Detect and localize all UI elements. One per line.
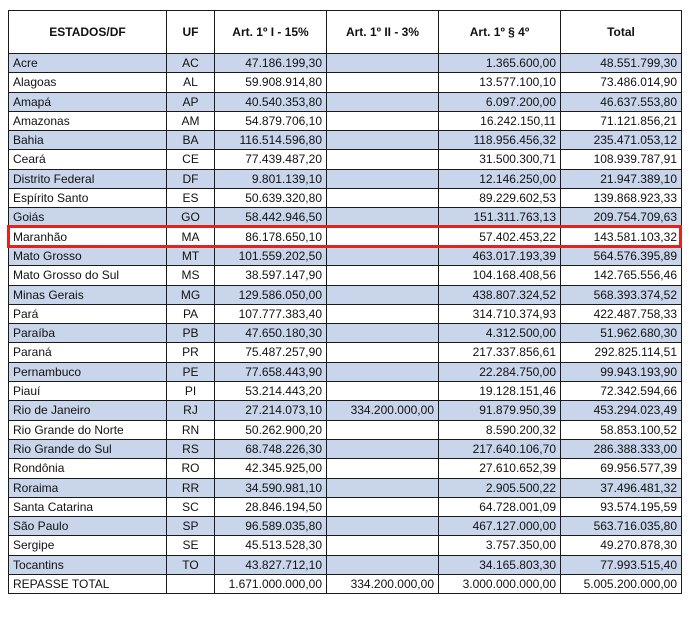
table-row bbox=[9, 478, 682, 497]
state-name: Rio de Janeiro bbox=[9, 401, 167, 420]
total-value: 37.496.481,32 bbox=[561, 478, 682, 497]
art1-ii-value bbox=[327, 227, 439, 246]
uf-code: RR bbox=[167, 478, 215, 497]
state-name: Espírito Santo bbox=[9, 189, 167, 208]
state-name: Tocantins bbox=[9, 555, 167, 574]
total-value: 108.939.787,91 bbox=[561, 150, 682, 169]
uf-code: SC bbox=[167, 497, 215, 516]
table-row bbox=[9, 420, 682, 439]
uf-code: AM bbox=[167, 111, 215, 130]
art1-i-value: 50.262.900,20 bbox=[215, 420, 327, 439]
table-row bbox=[9, 92, 682, 111]
table-row bbox=[9, 246, 682, 265]
state-name: Acre bbox=[9, 54, 167, 73]
table-row bbox=[9, 131, 682, 150]
art1-par4-value: 34.165.803,30 bbox=[439, 555, 561, 574]
table-row bbox=[9, 54, 682, 73]
table-row bbox=[9, 304, 682, 323]
total-art1-ii: 334.200.000,00 bbox=[327, 575, 439, 594]
uf-code: AC bbox=[167, 54, 215, 73]
state-name: Santa Catarina bbox=[9, 497, 167, 516]
total-value: 48.551.799,30 bbox=[561, 54, 682, 73]
art1-ii-value bbox=[327, 555, 439, 574]
art1-ii-value bbox=[327, 324, 439, 343]
state-name: Mato Grosso do Sul bbox=[9, 266, 167, 285]
art1-ii-value bbox=[327, 285, 439, 304]
table-row bbox=[9, 459, 682, 478]
total-value: 292.825.114,51 bbox=[561, 343, 682, 362]
uf-code: RJ bbox=[167, 401, 215, 420]
uf-code: SE bbox=[167, 536, 215, 555]
art1-ii-value bbox=[327, 111, 439, 130]
art1-ii-value bbox=[327, 131, 439, 150]
state-name: Pará bbox=[9, 304, 167, 323]
art1-ii-value bbox=[327, 54, 439, 73]
header-art1-par4: Art. 1º § 4º bbox=[439, 11, 561, 54]
state-name: Minas Gerais bbox=[9, 285, 167, 304]
uf-code: GO bbox=[167, 208, 215, 227]
art1-i-value: 28.846.194,50 bbox=[215, 497, 327, 516]
art1-ii-value bbox=[327, 189, 439, 208]
state-name: Rio Grande do Norte bbox=[9, 420, 167, 439]
state-name: Maranhão bbox=[9, 227, 167, 246]
art1-i-value: 45.513.528,30 bbox=[215, 536, 327, 555]
art1-par4-value: 438.807.324,52 bbox=[439, 285, 561, 304]
art1-ii-value bbox=[327, 169, 439, 188]
uf-code: MG bbox=[167, 285, 215, 304]
table-container bbox=[8, 10, 681, 620]
table-row bbox=[9, 555, 682, 574]
state-name: Distrito Federal bbox=[9, 169, 167, 188]
art1-par4-value: 3.757.350,00 bbox=[439, 536, 561, 555]
art1-ii-value bbox=[327, 478, 439, 497]
total-value: 77.993.515,40 bbox=[561, 555, 682, 574]
art1-i-value: 77.658.443,90 bbox=[215, 362, 327, 381]
table-row bbox=[9, 111, 682, 130]
art1-i-value: 9.801.139,10 bbox=[215, 169, 327, 188]
state-name: Piauí bbox=[9, 382, 167, 401]
art1-par4-value: 217.640.106,70 bbox=[439, 439, 561, 458]
uf-code: PA bbox=[167, 304, 215, 323]
table-row bbox=[9, 362, 682, 381]
art1-i-value: 59.908.914,80 bbox=[215, 73, 327, 92]
art1-i-value: 96.589.035,80 bbox=[215, 517, 327, 536]
uf-code: TO bbox=[167, 555, 215, 574]
total-value: 563.716.035,80 bbox=[561, 517, 682, 536]
art1-ii-value bbox=[327, 92, 439, 111]
uf-code: MS bbox=[167, 266, 215, 285]
state-name: Paraíba bbox=[9, 324, 167, 343]
art1-par4-value: 2.905.500,22 bbox=[439, 478, 561, 497]
art1-ii-value bbox=[327, 266, 439, 285]
total-value: 49.270.878,30 bbox=[561, 536, 682, 555]
art1-par4-value: 118.956.456,32 bbox=[439, 131, 561, 150]
state-name: Amapá bbox=[9, 92, 167, 111]
art1-par4-value: 89.229.602,53 bbox=[439, 189, 561, 208]
state-name: Bahia bbox=[9, 131, 167, 150]
header-art1-i: Art. 1º I - 15% bbox=[215, 11, 327, 54]
total-value: 209.754.709,63 bbox=[561, 208, 682, 227]
art1-i-value: 54.879.706,10 bbox=[215, 111, 327, 130]
art1-ii-value bbox=[327, 304, 439, 323]
art1-i-value: 129.586.050,00 bbox=[215, 285, 327, 304]
uf-code: RO bbox=[167, 459, 215, 478]
table-row bbox=[9, 497, 682, 516]
art1-i-value: 47.650.180,30 bbox=[215, 324, 327, 343]
state-name: Rondônia bbox=[9, 459, 167, 478]
total-value: 93.574.195,59 bbox=[561, 497, 682, 516]
art1-par4-value: 57.402.453,22 bbox=[439, 227, 561, 246]
art1-ii-value bbox=[327, 246, 439, 265]
art1-ii-value bbox=[327, 536, 439, 555]
table-row bbox=[9, 343, 682, 362]
art1-ii-value bbox=[327, 208, 439, 227]
total-art1-i: 1.671.000.000,00 bbox=[215, 575, 327, 594]
uf-code: CE bbox=[167, 150, 215, 169]
total-value: 568.393.374,52 bbox=[561, 285, 682, 304]
art1-par4-value: 19.128.151,46 bbox=[439, 382, 561, 401]
uf-code: MA bbox=[167, 227, 215, 246]
table-row bbox=[9, 382, 682, 401]
art1-i-value: 77.439.487,20 bbox=[215, 150, 327, 169]
total-uf bbox=[167, 575, 215, 594]
total-value: 453.294.023,49 bbox=[561, 401, 682, 420]
total-value: 99.943.193,90 bbox=[561, 362, 682, 381]
art1-i-value: 86.178.650,10 bbox=[215, 227, 327, 246]
art1-par4-value: 12.146.250,00 bbox=[439, 169, 561, 188]
art1-par4-value: 6.097.200,00 bbox=[439, 92, 561, 111]
art1-ii-value: 334.200.000,00 bbox=[327, 401, 439, 420]
uf-code: PE bbox=[167, 362, 215, 381]
header-uf: UF bbox=[167, 11, 215, 54]
art1-par4-value: 13.577.100,10 bbox=[439, 73, 561, 92]
state-name: Pernambuco bbox=[9, 362, 167, 381]
total-value: 143.581.103,32 bbox=[561, 227, 682, 246]
uf-code: PI bbox=[167, 382, 215, 401]
total-value: 564.576.395,89 bbox=[561, 246, 682, 265]
total-value: 69.956.577,39 bbox=[561, 459, 682, 478]
table-row bbox=[9, 517, 682, 536]
table-row bbox=[9, 189, 682, 208]
uf-code: PB bbox=[167, 324, 215, 343]
art1-ii-value bbox=[327, 150, 439, 169]
art1-i-value: 42.345.925,00 bbox=[215, 459, 327, 478]
art1-ii-value bbox=[327, 382, 439, 401]
art1-par4-value: 467.127.000,00 bbox=[439, 517, 561, 536]
art1-par4-value: 151.311.763,13 bbox=[439, 208, 561, 227]
total-value: 71.121.856,21 bbox=[561, 111, 682, 130]
art1-i-value: 58.442.946,50 bbox=[215, 208, 327, 227]
art1-i-value: 27.214.073,10 bbox=[215, 401, 327, 420]
art1-par4-value: 4.312.500,00 bbox=[439, 324, 561, 343]
total-sum: 5.005.200.000,00 bbox=[561, 575, 682, 594]
total-value: 286.388.333,00 bbox=[561, 439, 682, 458]
art1-ii-value bbox=[327, 420, 439, 439]
art1-par4-value: 27.610.652,39 bbox=[439, 459, 561, 478]
uf-code: RS bbox=[167, 439, 215, 458]
state-name: Sergipe bbox=[9, 536, 167, 555]
state-name: Paraná bbox=[9, 343, 167, 362]
art1-i-value: 101.559.202,50 bbox=[215, 246, 327, 265]
art1-i-value: 40.540.353,80 bbox=[215, 92, 327, 111]
art1-par4-value: 314.710.374,93 bbox=[439, 304, 561, 323]
art1-ii-value bbox=[327, 362, 439, 381]
uf-code: AL bbox=[167, 73, 215, 92]
art1-i-value: 50.639.320,80 bbox=[215, 189, 327, 208]
art1-ii-value bbox=[327, 459, 439, 478]
total-value: 72.342.594,66 bbox=[561, 382, 682, 401]
art1-par4-value: 22.284.750,00 bbox=[439, 362, 561, 381]
art1-par4-value: 64.728.001,09 bbox=[439, 497, 561, 516]
header-states: ESTADOS/DF bbox=[9, 11, 167, 54]
table-row bbox=[9, 324, 682, 343]
uf-code: PR bbox=[167, 343, 215, 362]
total-value: 422.487.758,33 bbox=[561, 304, 682, 323]
art1-i-value: 116.514.596,80 bbox=[215, 131, 327, 150]
total-value: 58.853.100,52 bbox=[561, 420, 682, 439]
art1-par4-value: 1.365.600,00 bbox=[439, 54, 561, 73]
art1-i-value: 53.214.443,20 bbox=[215, 382, 327, 401]
art1-par4-value: 91.879.950,39 bbox=[439, 401, 561, 420]
art1-i-value: 75.487.257,90 bbox=[215, 343, 327, 362]
uf-code: ES bbox=[167, 189, 215, 208]
total-art1-par4: 3.000.000.000,00 bbox=[439, 575, 561, 594]
state-name: Alagoas bbox=[9, 73, 167, 92]
state-name: São Paulo bbox=[9, 517, 167, 536]
table-row bbox=[9, 150, 682, 169]
table-row bbox=[9, 439, 682, 458]
table-row bbox=[9, 227, 682, 246]
state-name: Goiás bbox=[9, 208, 167, 227]
state-name: Ceará bbox=[9, 150, 167, 169]
state-name: Rio Grande do Sul bbox=[9, 439, 167, 458]
total-value: 142.765.556,46 bbox=[561, 266, 682, 285]
table-row bbox=[9, 401, 682, 420]
header-row bbox=[9, 11, 682, 54]
art1-par4-value: 104.168.408,56 bbox=[439, 266, 561, 285]
uf-code: RN bbox=[167, 420, 215, 439]
total-value: 73.486.014,90 bbox=[561, 73, 682, 92]
art1-ii-value bbox=[327, 517, 439, 536]
art1-par4-value: 31.500.300,71 bbox=[439, 150, 561, 169]
table-row bbox=[9, 208, 682, 227]
total-value: 235.471.053,12 bbox=[561, 131, 682, 150]
table-row bbox=[9, 169, 682, 188]
art1-i-value: 38.597.147,90 bbox=[215, 266, 327, 285]
state-name: Roraima bbox=[9, 478, 167, 497]
uf-code: AP bbox=[167, 92, 215, 111]
art1-i-value: 107.777.383,40 bbox=[215, 304, 327, 323]
table-row bbox=[9, 266, 682, 285]
header-art1-ii: Art. 1º II - 3% bbox=[327, 11, 439, 54]
art1-i-value: 68.748.226,30 bbox=[215, 439, 327, 458]
uf-code: SP bbox=[167, 517, 215, 536]
total-value: 51.962.680,30 bbox=[561, 324, 682, 343]
art1-par4-value: 8.590.200,32 bbox=[439, 420, 561, 439]
table-row bbox=[9, 73, 682, 92]
art1-ii-value bbox=[327, 73, 439, 92]
art1-ii-value bbox=[327, 439, 439, 458]
table-row bbox=[9, 285, 682, 304]
art1-ii-value bbox=[327, 343, 439, 362]
table-row bbox=[9, 536, 682, 555]
total-value: 139.868.923,33 bbox=[561, 189, 682, 208]
art1-par4-value: 16.242.150,11 bbox=[439, 111, 561, 130]
uf-code: MT bbox=[167, 246, 215, 265]
transfers-table bbox=[8, 10, 682, 594]
state-name: Mato Grosso bbox=[9, 246, 167, 265]
total-row bbox=[9, 575, 682, 594]
total-value: 46.637.553,80 bbox=[561, 92, 682, 111]
art1-ii-value bbox=[327, 497, 439, 516]
state-name: Amazonas bbox=[9, 111, 167, 130]
art1-par4-value: 463.017.193,39 bbox=[439, 246, 561, 265]
header-total: Total bbox=[561, 11, 682, 54]
uf-code: DF bbox=[167, 169, 215, 188]
total-value: 21.947.389,10 bbox=[561, 169, 682, 188]
table-body bbox=[9, 54, 682, 575]
art1-i-value: 47.186.199,30 bbox=[215, 54, 327, 73]
total-label: REPASSE TOTAL bbox=[9, 575, 167, 594]
art1-par4-value: 217.337.856,61 bbox=[439, 343, 561, 362]
uf-code: BA bbox=[167, 131, 215, 150]
art1-i-value: 43.827.712,10 bbox=[215, 555, 327, 574]
art1-i-value: 34.590.981,10 bbox=[215, 478, 327, 497]
